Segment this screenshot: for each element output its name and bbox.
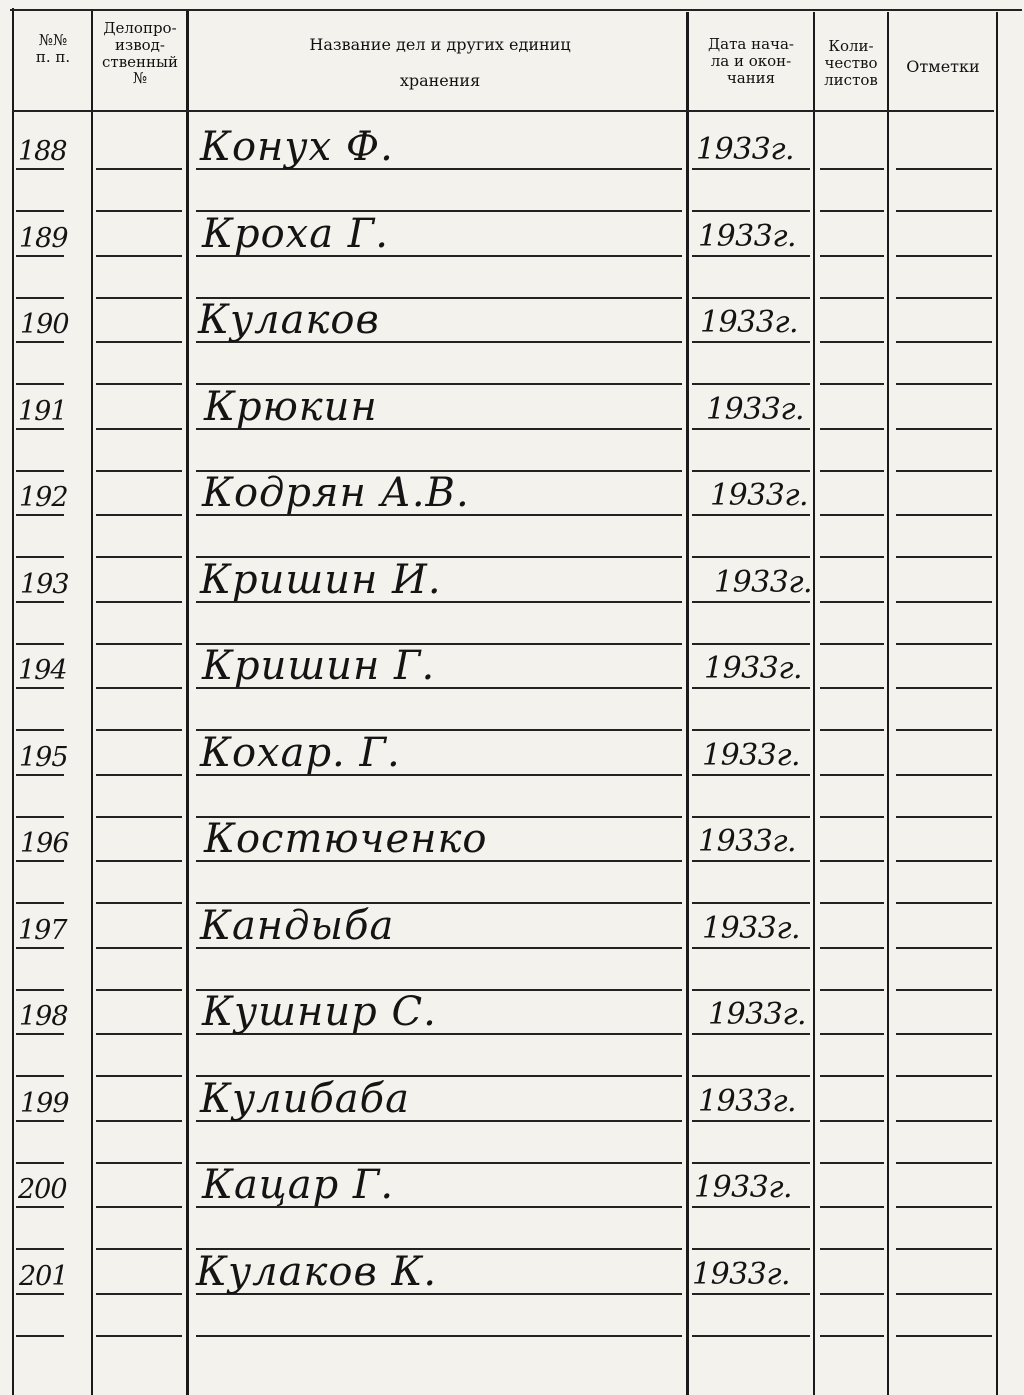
num-rule (16, 816, 64, 818)
num-rule (16, 1162, 64, 1164)
office-rule (96, 297, 182, 299)
header-sheets: Коли- чество листов (824, 37, 878, 89)
row-name: Кроха Г. (202, 211, 389, 257)
row-name: Кодрян А.В. (202, 470, 470, 516)
sheets-rule (820, 1162, 884, 1164)
num-rule (16, 774, 64, 776)
dates-rule (692, 1033, 810, 1035)
sheets-rule (820, 774, 884, 776)
sheets-rule (820, 1033, 884, 1035)
dates-rule (692, 1162, 810, 1164)
office-rule (96, 1162, 182, 1164)
header-bottom-rule (12, 110, 994, 112)
notes-rule (896, 816, 992, 818)
dates-rule (692, 902, 810, 904)
office-rule (96, 1335, 182, 1337)
title-rule (196, 1335, 682, 1337)
sheets-rule (820, 428, 884, 430)
dates-rule (692, 1075, 810, 1077)
row-name: Кохар. Г. (200, 730, 401, 776)
sheets-rule (820, 168, 884, 170)
column-rule (91, 10, 93, 1395)
notes-rule (896, 1033, 992, 1035)
row-name: Кулаков К. (196, 1249, 438, 1295)
num-rule (16, 643, 64, 645)
num-rule (16, 1120, 64, 1122)
office-rule (96, 947, 182, 949)
dates-rule (692, 860, 810, 862)
header-notes: Отметки (906, 57, 980, 76)
notes-rule (896, 687, 992, 689)
dates-rule (692, 383, 810, 385)
dates-rule (692, 947, 810, 949)
notes-rule (896, 383, 992, 385)
num-rule (16, 1248, 64, 1250)
sheets-rule (820, 729, 884, 731)
dates-rule (692, 729, 810, 731)
dates-rule (692, 989, 810, 991)
office-rule (96, 1075, 182, 1077)
row-number: 193 (20, 569, 69, 600)
sheets-rule (820, 1335, 884, 1337)
notes-rule (896, 1248, 992, 1250)
row-name: Кулаков (198, 297, 380, 343)
row-number: 192 (19, 482, 68, 513)
notes-rule (896, 1293, 992, 1295)
sheets-rule (820, 1120, 884, 1122)
row-date: 1933г. (706, 392, 805, 427)
num-rule (16, 989, 64, 991)
notes-rule (896, 341, 992, 343)
row-date: 1933г. (700, 305, 799, 340)
sheets-rule (820, 643, 884, 645)
dates-rule (692, 210, 810, 212)
num-rule (16, 341, 64, 343)
notes-rule (896, 989, 992, 991)
top-rule (10, 9, 1022, 11)
dates-rule (692, 556, 810, 558)
num-rule (16, 168, 64, 170)
row-date: 1933г. (698, 1084, 797, 1119)
num-rule (16, 556, 64, 558)
office-rule (96, 1248, 182, 1250)
dates-rule (692, 1120, 810, 1122)
dates-rule (692, 816, 810, 818)
office-rule (96, 428, 182, 430)
row-date: 1933г. (702, 738, 801, 773)
column-rule (813, 12, 815, 1395)
office-rule (96, 341, 182, 343)
sheets-rule (820, 341, 884, 343)
sheets-rule (820, 297, 884, 299)
office-rule (96, 1293, 182, 1295)
sheets-rule (820, 556, 884, 558)
office-rule (96, 601, 182, 603)
row-name: Кришин Г. (202, 643, 436, 689)
header-num: №№ п. п. (35, 31, 71, 66)
row-name: Крюкин (204, 384, 378, 430)
dates-rule (692, 341, 810, 343)
notes-rule (896, 210, 992, 212)
row-number: 196 (20, 828, 69, 859)
header-dates: Дата нача- ла и окон- чания (707, 35, 794, 87)
row-name: Кушнир С. (202, 989, 437, 1035)
notes-rule (896, 729, 992, 731)
dates-rule (692, 1293, 810, 1295)
sheets-rule (820, 687, 884, 689)
row-name: Костюченко (204, 816, 488, 862)
row-number: 198 (19, 1001, 68, 1032)
row-date: 1933г. (708, 997, 807, 1032)
office-rule (96, 860, 182, 862)
dates-rule (692, 255, 810, 257)
notes-rule (896, 902, 992, 904)
row-number: 195 (19, 742, 68, 773)
dates-rule (692, 470, 810, 472)
notes-rule (896, 255, 992, 257)
column-rule (887, 12, 889, 1395)
office-rule (96, 729, 182, 731)
sheets-rule (820, 816, 884, 818)
dates-rule (692, 774, 810, 776)
dates-rule (692, 1206, 810, 1208)
row-date: 1933г. (698, 824, 797, 859)
office-rule (96, 255, 182, 257)
office-rule (96, 470, 182, 472)
sheets-rule (820, 383, 884, 385)
sheets-rule (820, 989, 884, 991)
row-number: 199 (20, 1088, 69, 1119)
num-rule (16, 1075, 64, 1077)
office-rule (96, 168, 182, 170)
column-rule (996, 12, 998, 1395)
num-rule (16, 383, 64, 385)
office-rule (96, 989, 182, 991)
sheets-rule (820, 947, 884, 949)
num-rule (16, 1335, 64, 1337)
sheets-rule (820, 255, 884, 257)
sheets-rule (820, 514, 884, 516)
dates-rule (692, 1248, 810, 1250)
dates-rule (692, 428, 810, 430)
num-rule (16, 210, 64, 212)
dates-rule (692, 687, 810, 689)
row-number: 191 (18, 396, 67, 427)
notes-rule (896, 947, 992, 949)
notes-rule (896, 168, 992, 170)
office-rule (96, 383, 182, 385)
office-rule (96, 210, 182, 212)
dates-rule (692, 601, 810, 603)
header-title: Название дел и других единиц хранения (309, 35, 571, 90)
dates-rule (692, 168, 810, 170)
dates-rule (692, 514, 810, 516)
row-date: 1933г. (710, 478, 809, 513)
sheets-rule (820, 1248, 884, 1250)
row-number: 189 (19, 223, 68, 254)
notes-rule (896, 1075, 992, 1077)
num-rule (16, 729, 64, 731)
row-name: Кандыба (200, 903, 395, 949)
sheets-rule (820, 860, 884, 862)
sheets-rule (820, 601, 884, 603)
num-rule (16, 470, 64, 472)
row-number: 197 (18, 915, 67, 946)
num-rule (16, 297, 64, 299)
office-rule (96, 1120, 182, 1122)
notes-rule (896, 1162, 992, 1164)
notes-rule (896, 1120, 992, 1122)
notes-rule (896, 643, 992, 645)
notes-rule (896, 860, 992, 862)
num-rule (16, 1033, 64, 1035)
num-rule (16, 1293, 64, 1295)
row-number: 188 (18, 136, 67, 167)
num-rule (16, 947, 64, 949)
dates-rule (692, 643, 810, 645)
notes-rule (896, 774, 992, 776)
sheets-rule (820, 1075, 884, 1077)
num-rule (16, 255, 64, 257)
num-rule (16, 860, 64, 862)
office-rule (96, 556, 182, 558)
office-rule (96, 816, 182, 818)
office-rule (96, 514, 182, 516)
office-rule (96, 902, 182, 904)
dates-rule (692, 1335, 810, 1337)
notes-rule (896, 601, 992, 603)
header-office-number: Делопро- извод- ственный № (102, 19, 178, 88)
notes-rule (896, 297, 992, 299)
row-date: 1933г. (704, 651, 803, 686)
row-date: 1933г. (698, 219, 797, 254)
row-date: 1933г. (694, 1170, 793, 1205)
column-rule (686, 12, 689, 1395)
column-rule (12, 8, 14, 1395)
sheets-rule (820, 1293, 884, 1295)
notes-rule (896, 556, 992, 558)
dates-rule (692, 297, 810, 299)
office-rule (96, 687, 182, 689)
row-number: 200 (18, 1174, 67, 1205)
column-rule (186, 10, 189, 1395)
notes-rule (896, 1206, 992, 1208)
notes-rule (896, 470, 992, 472)
row-date: 1933г. (702, 911, 801, 946)
row-date: 1933г. (696, 132, 795, 167)
office-rule (96, 774, 182, 776)
notes-rule (896, 1335, 992, 1337)
num-rule (16, 1206, 64, 1208)
num-rule (16, 514, 64, 516)
sheets-rule (820, 902, 884, 904)
num-rule (16, 428, 64, 430)
row-number: 201 (19, 1261, 68, 1292)
row-number: 190 (20, 309, 69, 340)
row-date: 1933г. (714, 565, 813, 600)
row-date: 1933г. (692, 1257, 791, 1292)
notes-rule (896, 514, 992, 516)
notes-rule (896, 428, 992, 430)
row-name: Кулибаба (200, 1076, 410, 1122)
num-rule (16, 601, 64, 603)
sheets-rule (820, 470, 884, 472)
num-rule (16, 687, 64, 689)
sheets-rule (820, 210, 884, 212)
sheets-rule (820, 1206, 884, 1208)
row-name: Кришин И. (200, 557, 442, 603)
office-rule (96, 643, 182, 645)
row-number: 194 (18, 655, 67, 686)
row-name: Конуx Ф. (200, 124, 394, 170)
num-rule (16, 902, 64, 904)
office-rule (96, 1206, 182, 1208)
office-rule (96, 1033, 182, 1035)
row-name: Кацар Г. (202, 1162, 395, 1208)
